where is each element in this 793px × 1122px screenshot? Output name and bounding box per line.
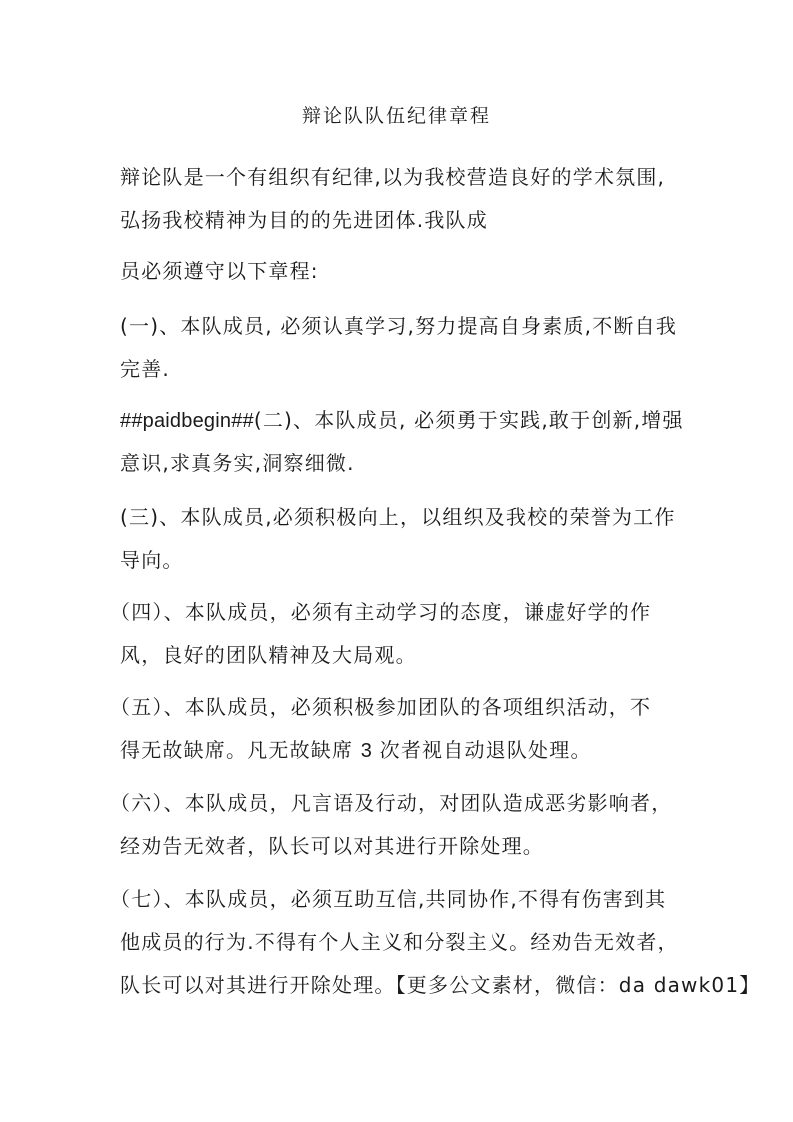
absence-count: 3 (360, 740, 373, 762)
article-4 (110, 591, 680, 677)
article-7-line-1: （七）、本队成员，必须互助互信,共同协作,不得有伤害到其 (110, 887, 667, 911)
paid-marker: ##paidbegin## (120, 410, 254, 432)
article-4-line-2: 风，良好的团队精神及大局观。 (120, 643, 417, 667)
article-7 (110, 878, 761, 1007)
article-5-line-2-a: 得无故缺席。凡无故缺席 (120, 738, 361, 762)
article-3-line-1: (三)、本队成员,必须积极向上，以组织及我校的荣誉为工作 (120, 505, 676, 529)
article-5 (110, 686, 680, 772)
article-7-line-2: 他成员的行为.不得有个人主义和分裂主义。经劝告无效者， (120, 930, 679, 954)
article-5-line-2 (120, 729, 680, 772)
article-1 (120, 305, 680, 391)
article-3 (120, 496, 680, 582)
article-6-line-1: （六）、本队成员，凡言语及行动，对团队造成恶劣影响者， (110, 791, 673, 815)
article-5-line-1: （五）、本队成员，必须积极参加团队的各项组织活动，不 (110, 695, 652, 719)
article-3-line-2: 导向。 (120, 548, 184, 572)
article-2-line-1 (120, 399, 684, 442)
article-1-line-1: (一)、本队成员, 必须认真学习,努力提高自身素质,不断自我 (120, 314, 678, 338)
article-2 (120, 399, 684, 485)
intro-continued-line: 员必须遵守以下章程: (120, 259, 319, 283)
article-5-line-2-b: 次者视自动退队处理。 (372, 738, 592, 762)
article-4-line-1: （四）、本队成员，必须有主动学习的态度，谦虚好学的作 (110, 600, 652, 624)
intro-line-1: 辩论队是一个有组织有纪律,以为我校营造良好的学术氛围, (120, 165, 666, 189)
article-2-line-2: 意识,求真务实,洞察细微. (120, 451, 355, 475)
article-1-line-2: 完善. (120, 357, 170, 381)
intro-paragraph (120, 156, 680, 242)
intro-line-2: 弘扬我校精神为目的的先进团体.我队成 (120, 208, 488, 232)
article-6-line-2: 经劝告无效者，队长可以对其进行开除处理。 (120, 834, 544, 858)
article-2-line-1-text: (二)、本队成员, 必须勇于实践,敢于创新,增强 (253, 408, 684, 432)
intro-continued (120, 250, 680, 293)
article-6 (110, 782, 680, 868)
document-title: 辩论队队伍纪律章程 (301, 105, 491, 127)
article-7-line-3: 队长可以对其进行开除处理。【更多公文素材，微信：da dawk01】 (120, 973, 761, 997)
